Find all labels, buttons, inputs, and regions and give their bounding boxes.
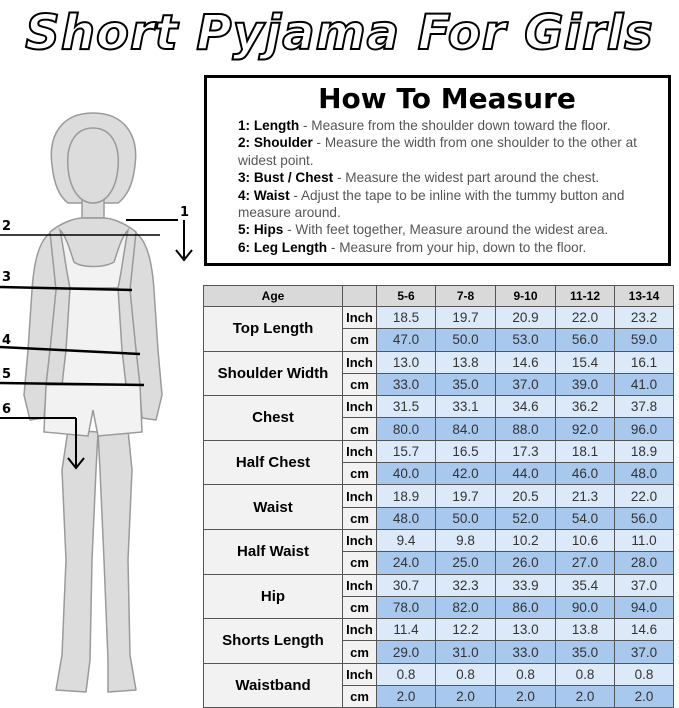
cm-value-cell: 2.0 [377, 686, 436, 708]
inch-value-cell: 32.3 [436, 574, 496, 596]
size-chart-body [204, 307, 674, 708]
cm-value-cell: 54.0 [556, 507, 615, 529]
cm-value-cell: 40.0 [377, 463, 436, 485]
cm-value-cell: 96.0 [615, 418, 674, 440]
inch-value-cell: 13.8 [436, 351, 496, 373]
inch-value-cell: 10.2 [496, 529, 556, 551]
unit-cm-cell: cm [343, 507, 377, 529]
inch-value-cell: 18.9 [377, 485, 436, 507]
marker-2-label: 2 [2, 219, 12, 234]
inch-value-cell: 13.8 [556, 619, 615, 641]
age-column-header: 7-8 [436, 286, 496, 307]
cm-value-cell: 59.0 [615, 329, 674, 351]
inch-value-cell: 31.5 [377, 396, 436, 418]
inch-value-cell: 11.0 [615, 529, 674, 551]
marker-1-label: 1 [180, 205, 190, 220]
inch-value-cell: 23.2 [615, 307, 674, 329]
measurement-name-cell: Top Length [204, 307, 343, 352]
cm-value-cell: 82.0 [436, 596, 496, 618]
cm-value-cell: 41.0 [615, 373, 674, 395]
cm-value-cell: 33.0 [377, 373, 436, 395]
inch-value-cell: 30.7 [377, 574, 436, 596]
measurement-name-cell: Hip [204, 574, 343, 619]
marker-4-label: 4 [2, 333, 12, 348]
unit-header [343, 286, 377, 307]
unit-cm-cell: cm [343, 641, 377, 663]
inch-value-cell: 16.5 [436, 440, 496, 462]
cm-value-cell: 53.0 [496, 329, 556, 351]
inch-value-cell: 19.7 [436, 485, 496, 507]
cm-value-cell: 56.0 [615, 507, 674, 529]
how-to-measure-box [204, 75, 671, 266]
inch-value-cell: 18.5 [377, 307, 436, 329]
cm-value-cell: 56.0 [556, 329, 615, 351]
table-row [204, 574, 674, 596]
inch-value-cell: 20.5 [496, 485, 556, 507]
age-column-header: 13-14 [615, 286, 674, 307]
inch-value-cell: 11.4 [377, 619, 436, 641]
unit-cm-cell: cm [343, 552, 377, 574]
inch-value-cell: 0.8 [436, 663, 496, 685]
unit-inch-cell: Inch [343, 440, 377, 462]
unit-inch-cell: Inch [343, 485, 377, 507]
inch-value-cell: 35.4 [556, 574, 615, 596]
table-row [204, 663, 674, 685]
cm-value-cell: 28.0 [615, 552, 674, 574]
cm-value-cell: 42.0 [436, 463, 496, 485]
inch-value-cell: 14.6 [615, 619, 674, 641]
cm-value-cell: 2.0 [556, 686, 615, 708]
cm-value-cell: 48.0 [377, 507, 436, 529]
cm-value-cell: 24.0 [377, 552, 436, 574]
inch-value-cell: 22.0 [556, 307, 615, 329]
measurement-name-cell: Shoulder Width [204, 351, 343, 396]
cm-value-cell: 78.0 [377, 596, 436, 618]
cm-value-cell: 48.0 [615, 463, 674, 485]
cm-value-cell: 50.0 [436, 329, 496, 351]
cm-value-cell: 50.0 [436, 507, 496, 529]
inch-value-cell: 22.0 [615, 485, 674, 507]
cm-value-cell: 94.0 [615, 596, 674, 618]
inch-value-cell: 34.6 [496, 396, 556, 418]
table-row [204, 307, 674, 329]
table-row [204, 440, 674, 462]
inch-value-cell: 0.8 [377, 663, 436, 685]
table-header-row [204, 286, 674, 307]
body-figure-illustration [0, 85, 205, 705]
inch-value-cell: 37.8 [615, 396, 674, 418]
cm-value-cell: 2.0 [615, 686, 674, 708]
age-column-header: 9-10 [496, 286, 556, 307]
inch-value-cell: 10.6 [556, 529, 615, 551]
inch-value-cell: 15.7 [377, 440, 436, 462]
measure-step-length: 1: Length - Measure from the shoulder down toward the floor. [238, 118, 611, 133]
measurement-name-cell: Half Waist [204, 529, 343, 574]
measurement-name-cell: Chest [204, 396, 343, 441]
cm-value-cell: 52.0 [496, 507, 556, 529]
cm-value-cell: 44.0 [496, 463, 556, 485]
table-row [204, 619, 674, 641]
unit-inch-cell: Inch [343, 574, 377, 596]
unit-inch-cell: Inch [343, 396, 377, 418]
unit-inch-cell: Inch [343, 529, 377, 551]
unit-inch-cell: Inch [343, 619, 377, 641]
cm-value-cell: 2.0 [436, 686, 496, 708]
inch-value-cell: 14.6 [496, 351, 556, 373]
age-column-header: 5-6 [377, 286, 436, 307]
inch-value-cell: 13.0 [377, 351, 436, 373]
cm-value-cell: 92.0 [556, 418, 615, 440]
cm-value-cell: 31.0 [436, 641, 496, 663]
age-header: Age [204, 286, 343, 307]
inch-value-cell: 18.1 [556, 440, 615, 462]
measure-step-hips: 5: Hips - With feet together, Measure around the widest area. [238, 222, 609, 238]
table-row [204, 529, 674, 551]
cm-value-cell: 35.0 [436, 373, 496, 395]
page-title: Short Pyjama For Girls [25, 5, 654, 61]
inch-value-cell: 0.8 [556, 663, 615, 685]
inch-value-cell: 13.0 [496, 619, 556, 641]
table-row [204, 351, 674, 373]
inch-value-cell: 36.2 [556, 396, 615, 418]
table-row [204, 396, 674, 418]
cm-value-cell: 35.0 [556, 641, 615, 663]
inch-value-cell: 0.8 [496, 663, 556, 685]
inch-value-cell: 20.9 [496, 307, 556, 329]
age-column-header: 11-12 [556, 286, 615, 307]
inch-value-cell: 21.3 [556, 485, 615, 507]
measure-step-leg-length: 6: Leg Length - Measure from your hip, down to the floor. [238, 239, 587, 255]
cm-value-cell: 84.0 [436, 418, 496, 440]
unit-inch-cell: Inch [343, 663, 377, 685]
unit-cm-cell: cm [343, 329, 377, 351]
cm-value-cell: 25.0 [436, 552, 496, 574]
unit-cm-cell: cm [343, 686, 377, 708]
inch-value-cell: 0.8 [615, 663, 674, 685]
cm-value-cell: 80.0 [377, 418, 436, 440]
cm-value-cell: 46.0 [556, 463, 615, 485]
cm-value-cell: 37.0 [496, 373, 556, 395]
inch-value-cell: 33.1 [436, 396, 496, 418]
measure-step-chest: 3: Bust / Chest - Measure the widest part around the chest. [238, 170, 600, 186]
marker-3-label: 3 [2, 270, 12, 285]
unit-inch-cell: Inch [343, 307, 377, 329]
unit-cm-cell: cm [343, 463, 377, 485]
inch-value-cell: 19.7 [436, 307, 496, 329]
table-row [204, 485, 674, 507]
unit-cm-cell: cm [343, 596, 377, 618]
inch-value-cell: 17.3 [496, 440, 556, 462]
unit-cm-cell: cm [343, 373, 377, 395]
marker-6-label: 6 [2, 402, 12, 417]
inch-value-cell: 12.2 [436, 619, 496, 641]
inch-value-cell: 9.4 [377, 529, 436, 551]
cm-value-cell: 29.0 [377, 641, 436, 663]
measurement-name-cell: Half Chest [204, 440, 343, 485]
inch-value-cell: 33.9 [496, 574, 556, 596]
size-chart-table [203, 285, 674, 708]
inch-value-cell: 18.9 [615, 440, 674, 462]
cm-value-cell: 33.0 [496, 641, 556, 663]
inch-value-cell: 15.4 [556, 351, 615, 373]
inch-value-cell: 16.1 [615, 351, 674, 373]
cm-value-cell: 26.0 [496, 552, 556, 574]
cm-value-cell: 39.0 [556, 373, 615, 395]
inch-value-cell: 9.8 [436, 529, 496, 551]
measurement-name-cell: Shorts Length [204, 619, 343, 664]
inch-value-cell: 37.0 [615, 574, 674, 596]
cm-value-cell: 88.0 [496, 418, 556, 440]
cm-value-cell: 86.0 [496, 596, 556, 618]
marker-5-label: 5 [2, 367, 12, 382]
cm-value-cell: 27.0 [556, 552, 615, 574]
how-to-measure-heading: How To Measure [318, 82, 576, 115]
cm-value-cell: 90.0 [556, 596, 615, 618]
measure-step-waist: 4: Waist - Adjust the tape to be inline with the tummy button and measure around. [238, 187, 625, 221]
measurement-name-cell: Waist [204, 485, 343, 530]
unit-inch-cell: Inch [343, 351, 377, 373]
cm-value-cell: 47.0 [377, 329, 436, 351]
unit-cm-cell: cm [343, 418, 377, 440]
measurement-name-cell: Waistband [204, 663, 343, 708]
cm-value-cell: 37.0 [615, 641, 674, 663]
measure-step-shoulder: 2: Shoulder - Measure the width from one shoulder to the other at widest point. [238, 135, 637, 168]
cm-value-cell: 2.0 [496, 686, 556, 708]
